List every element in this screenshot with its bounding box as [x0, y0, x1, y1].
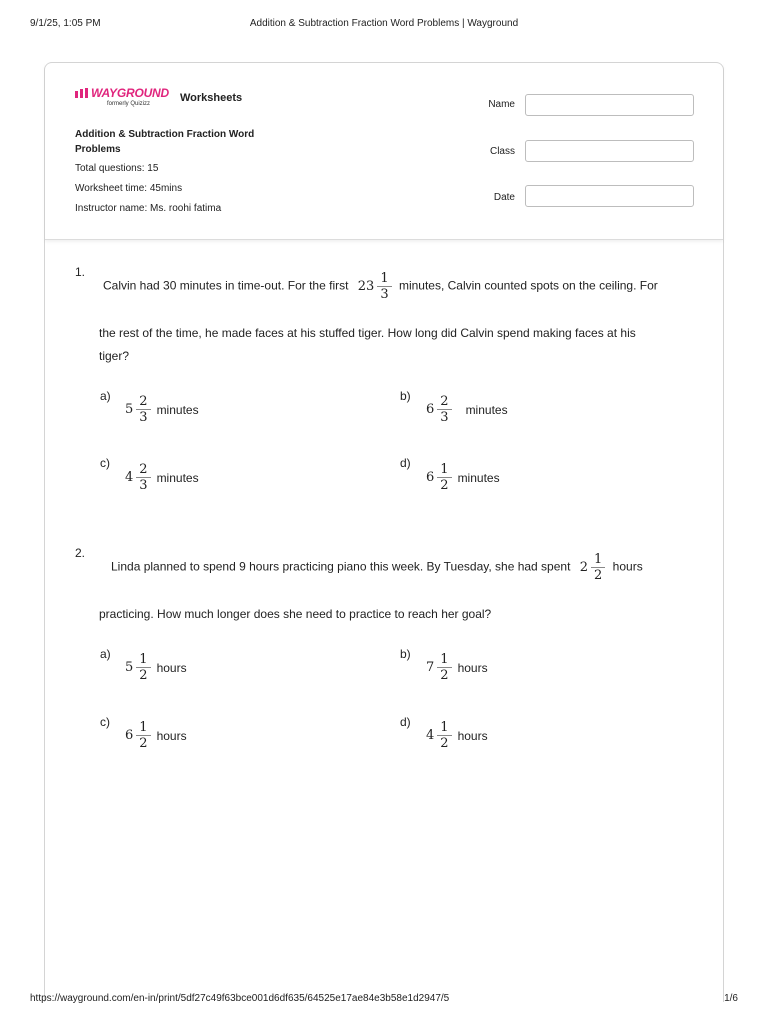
- denominator: 2: [440, 668, 449, 683]
- option-a[interactable]: [125, 652, 187, 683]
- logo-text: WAYGROUND: [91, 86, 169, 100]
- unit: hours: [156, 728, 187, 743]
- unit: hours: [457, 728, 488, 743]
- denominator: 2: [139, 736, 148, 751]
- question-text: hours: [612, 559, 643, 574]
- denominator: 2: [440, 736, 449, 751]
- option-c[interactable]: [125, 720, 187, 751]
- worksheet-header: [45, 63, 723, 240]
- whole: 23: [357, 278, 375, 294]
- print-url: https://wayground.com/en-in/print/5df27c49f63bce001d6df635/64525e17ae84e3b58e1d2947/5: [30, 993, 450, 1004]
- name-field[interactable]: [525, 94, 694, 116]
- question-text: Calvin had 30 minutes in time-out. For the first: [103, 278, 349, 293]
- whole: 6: [125, 728, 134, 743]
- name-label: Name: [488, 99, 515, 110]
- numerator: 1: [377, 271, 391, 287]
- numerator: 2: [136, 394, 150, 410]
- print-page-title: Addition & Subtraction Fraction Word Problems | Wayground: [249, 18, 519, 29]
- unit: minutes: [156, 470, 199, 485]
- instructor-name: Instructor name: Ms. roohi fatima: [75, 203, 222, 214]
- numerator: 1: [437, 720, 451, 736]
- worksheet-time: Worksheet time: 45mins: [75, 183, 183, 194]
- denominator: 2: [139, 668, 148, 683]
- numerator: 1: [437, 652, 451, 668]
- question-text: minutes, Calvin counted spots on the ceiling. For: [398, 278, 658, 293]
- unit: hours: [156, 660, 187, 675]
- logo-subtitle: formerly Quizizz: [107, 101, 151, 107]
- option-d-letter: d): [400, 715, 411, 729]
- worksheet-title: Addition & Subtraction Fraction Word Problems: [75, 129, 255, 155]
- question-text-line2: the rest of the time, he made faces at his stuffed tiger. How long did Calvin spend making faces at his: [99, 326, 636, 340]
- option-d[interactable]: [426, 720, 488, 751]
- print-page-number: 1/6: [724, 993, 738, 1004]
- question-number: 1.: [75, 265, 86, 279]
- class-label: Class: [489, 146, 515, 157]
- date-label: Date: [493, 192, 515, 203]
- whole: 4: [426, 728, 435, 743]
- total-questions: Total questions: 15: [75, 163, 159, 174]
- numerator: 1: [136, 720, 150, 736]
- question-text-line1: [111, 552, 721, 583]
- unit: minutes: [465, 402, 508, 417]
- numerator: 1: [136, 652, 150, 668]
- inline-mixed-number: [580, 552, 606, 583]
- unit: hours: [457, 660, 488, 675]
- option-b[interactable]: [426, 652, 488, 683]
- option-a-letter: a): [100, 389, 111, 403]
- denominator: 2: [594, 568, 603, 583]
- question-text-line2: practicing. How much longer does she need to practice to reach her goal?: [99, 607, 492, 621]
- whole: 5: [125, 660, 134, 675]
- print-datetime: 9/1/25, 1:05 PM: [30, 18, 101, 29]
- option-b[interactable]: [426, 394, 508, 425]
- denominator: 3: [380, 287, 389, 302]
- inline-mixed-number: [358, 271, 392, 302]
- denominator: 3: [139, 478, 148, 493]
- whole: 6: [426, 470, 435, 485]
- question-text-line3: tiger?: [99, 349, 130, 363]
- numerator: 2: [136, 462, 150, 478]
- numerator: 1: [437, 462, 451, 478]
- class-field[interactable]: [525, 140, 694, 162]
- unit: minutes: [156, 402, 199, 417]
- wayground-logo: [75, 87, 169, 107]
- whole: 4: [125, 470, 134, 485]
- question-number: 2.: [75, 546, 86, 560]
- option-a-letter: a): [100, 647, 111, 661]
- worksheet-card: [44, 62, 724, 1002]
- option-c[interactable]: [125, 462, 199, 493]
- option-c-letter: c): [100, 715, 110, 729]
- whole: 5: [125, 402, 134, 417]
- option-b-letter: b): [400, 647, 411, 661]
- option-d-letter: d): [400, 456, 411, 470]
- whole: 6: [426, 402, 435, 417]
- whole: 2: [579, 559, 589, 575]
- unit: minutes: [457, 470, 500, 485]
- whole: 7: [426, 660, 435, 675]
- option-d[interactable]: [426, 462, 500, 493]
- fraction: [591, 552, 605, 583]
- question-text: Linda planned to spend 9 hours practicing piano this week. By Tuesday, she had spent: [111, 559, 571, 574]
- numerator: 1: [591, 552, 605, 568]
- option-b-letter: b): [400, 389, 411, 403]
- question-text-line1: [103, 271, 703, 302]
- option-a[interactable]: [125, 394, 199, 425]
- denominator: 3: [440, 410, 449, 425]
- numerator: 2: [437, 394, 451, 410]
- date-field[interactable]: [525, 185, 694, 207]
- denominator: 2: [440, 478, 449, 493]
- product-name: Worksheets: [180, 92, 243, 104]
- logo-wordmark: [75, 87, 169, 99]
- logo-bars-icon: [75, 88, 91, 98]
- fraction: [377, 271, 391, 302]
- option-c-letter: c): [100, 456, 110, 470]
- denominator: 3: [139, 410, 148, 425]
